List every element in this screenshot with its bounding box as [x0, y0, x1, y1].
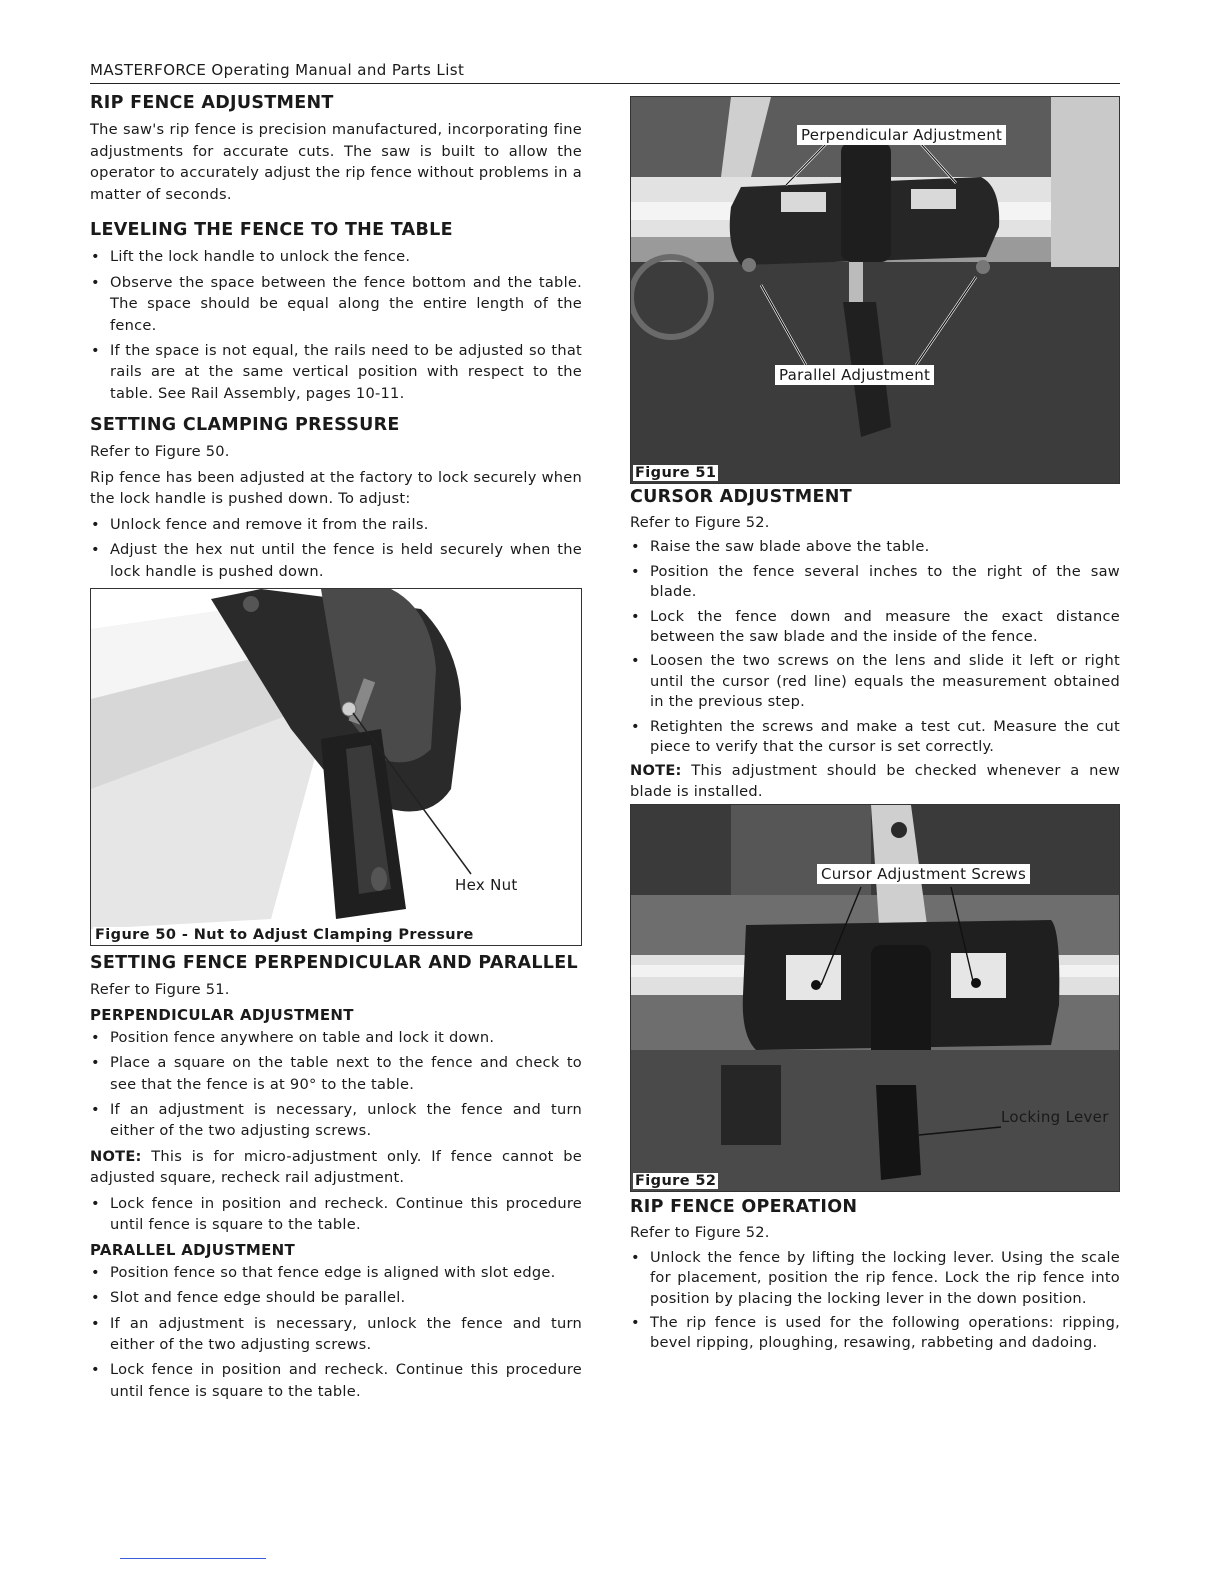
figure-52	[630, 804, 1120, 1192]
list-item: • Observe the space between the fence bottom and the table. The space should be equal along the entire length of the fence.	[90, 272, 582, 336]
list-item: • Unlock the fence by lifting the locking lever. Using the scale for placement, position the rip fence. Lock the rip fence into position by placing the locking lever in the down position.	[630, 1248, 1120, 1309]
figure-50-caption: Figure 50 - Nut to Adjust Clamping Pressure	[95, 927, 474, 944]
note-label: NOTE:	[630, 762, 682, 780]
operation-heading: RIP FENCE OPERATION	[630, 1197, 858, 1218]
rip-fence-adjustment-text: The saw's rip fence is precision manufactured, incorporating fine adjustments for accurate cuts. The saw is built to allow the operator to accurately adjust the rip fence without problems in a matter of seconds.	[90, 121, 582, 203]
list-item: • Place a square on the table next to the fence and check to see that the fence is at 90° to the table.	[90, 1052, 582, 1095]
note-text: This adjustment should be checked whenever a new blade is installed.	[630, 762, 1121, 800]
figure-51-caption: Figure 51	[635, 465, 717, 481]
list-item: • Lock the fence down and measure the exact distance between the saw blade and the inside of the fence.	[630, 607, 1120, 648]
list-item: • Unlock fence and remove it from the rails.	[90, 514, 582, 535]
footer-link-underline	[120, 1558, 266, 1559]
cursor-refer: Refer to Figure 52.	[630, 514, 770, 531]
list-item: • If the space is not equal, the rails need to be adjusted so that rails are at the same vertical position with respect to the table. See Rail Assembly, pages 10-11.	[90, 340, 582, 404]
list-item: • Loosen the two screws on the lens and slide it left or right until the cursor (red line) equals the measurement obtained in the previous step.	[630, 651, 1120, 712]
list-item: • Slot and fence edge should be parallel.	[90, 1287, 582, 1308]
list-item: • Position fence so that fence edge is aligned with slot edge.	[90, 1262, 582, 1283]
clamping-list	[90, 514, 582, 582]
right-column	[630, 96, 1120, 1358]
figure-51	[630, 96, 1120, 484]
list-item: • Position fence anywhere on table and lock it down.	[90, 1027, 582, 1048]
hex-nut-callout: Hex Nut	[455, 876, 518, 895]
cursor-adjustment-screws-callout: Cursor Adjustment Screws	[817, 864, 1030, 884]
clamping-heading: SETTING CLAMPING PRESSURE	[90, 415, 400, 436]
clamping-text: Rip fence has been adjusted at the factory to lock securely when the lock handle is pushed down. To adjust:	[90, 468, 582, 508]
parallel-adjustment-callout: Parallel Adjustment	[775, 365, 934, 385]
perpendicular-list-2	[90, 1193, 582, 1236]
manual-title: MASTERFORCE Operating Manual and Parts List	[90, 61, 465, 79]
list-item: • Adjust the hex nut until the fence is held securely when the lock handle is pushed down.	[90, 539, 582, 582]
list-item: • Lock fence in position and recheck. Continue this procedure until fence is square to the table.	[90, 1359, 582, 1402]
list-item: • Lock fence in position and recheck. Continue this procedure until fence is square to the table.	[90, 1193, 582, 1236]
left-column	[90, 92, 582, 1406]
perp-parallel-refer: Refer to Figure 51.	[90, 981, 230, 999]
list-item: • Raise the saw blade above the table.	[630, 537, 1120, 557]
figure-52-caption: Figure 52	[635, 1173, 717, 1190]
page-header	[90, 60, 1120, 84]
perpendicular-list	[90, 1027, 582, 1142]
perpendicular-heading: PERPENDICULAR ADJUSTMENT	[90, 1005, 354, 1024]
rip-fence-adjustment-heading: RIP FENCE ADJUSTMENT	[90, 93, 334, 113]
parallel-heading: PARALLEL ADJUSTMENT	[90, 1240, 296, 1259]
list-item: • The rip fence is used for the following operations: ripping, bevel ripping, ploughing, resawing, rabbeting and dadoing.	[630, 1313, 1120, 1354]
perpendicular-adjustment-callout: Perpendicular Adjustment	[797, 125, 1006, 145]
list-item: • Retighten the screws and make a test cut. Measure the cut piece to verify that the cursor is set correctly.	[630, 717, 1120, 758]
list-item: • Position the fence several inches to the right of the saw blade.	[630, 562, 1120, 603]
list-item: • If an adjustment is necessary, unlock the fence and turn either of the two adjusting screws.	[90, 1313, 582, 1356]
locking-lever-callout: Locking Lever	[1001, 1108, 1109, 1127]
leveling-heading: LEVELING THE FENCE TO THE TABLE	[90, 220, 453, 241]
list-item: • If an adjustment is necessary, unlock the fence and turn either of the two adjusting screws.	[90, 1099, 582, 1142]
list-item: • Lift the lock handle to unlock the fence.	[90, 246, 582, 267]
cursor-list	[630, 537, 1120, 757]
figure-52-photo	[631, 805, 1119, 1191]
figure-51-photo	[631, 97, 1119, 483]
note-label: NOTE:	[90, 1147, 142, 1165]
leveling-list	[90, 246, 582, 404]
operation-refer: Refer to Figure 52.	[630, 1224, 770, 1242]
note-text: This is for micro-adjustment only. If fence cannot be adjusted square, recheck rail adjustment.	[90, 1147, 583, 1187]
cursor-heading: CURSOR ADJUSTMENT	[630, 487, 852, 507]
perpendicular-note	[90, 1146, 582, 1189]
parallel-list	[90, 1262, 582, 1402]
cursor-note	[630, 761, 1120, 802]
operation-list	[630, 1248, 1120, 1354]
figure-50	[90, 588, 582, 946]
perp-parallel-heading: SETTING FENCE PERPENDICULAR AND PARALLEL	[90, 953, 578, 974]
clamping-refer: Refer to Figure 50.	[90, 443, 230, 461]
